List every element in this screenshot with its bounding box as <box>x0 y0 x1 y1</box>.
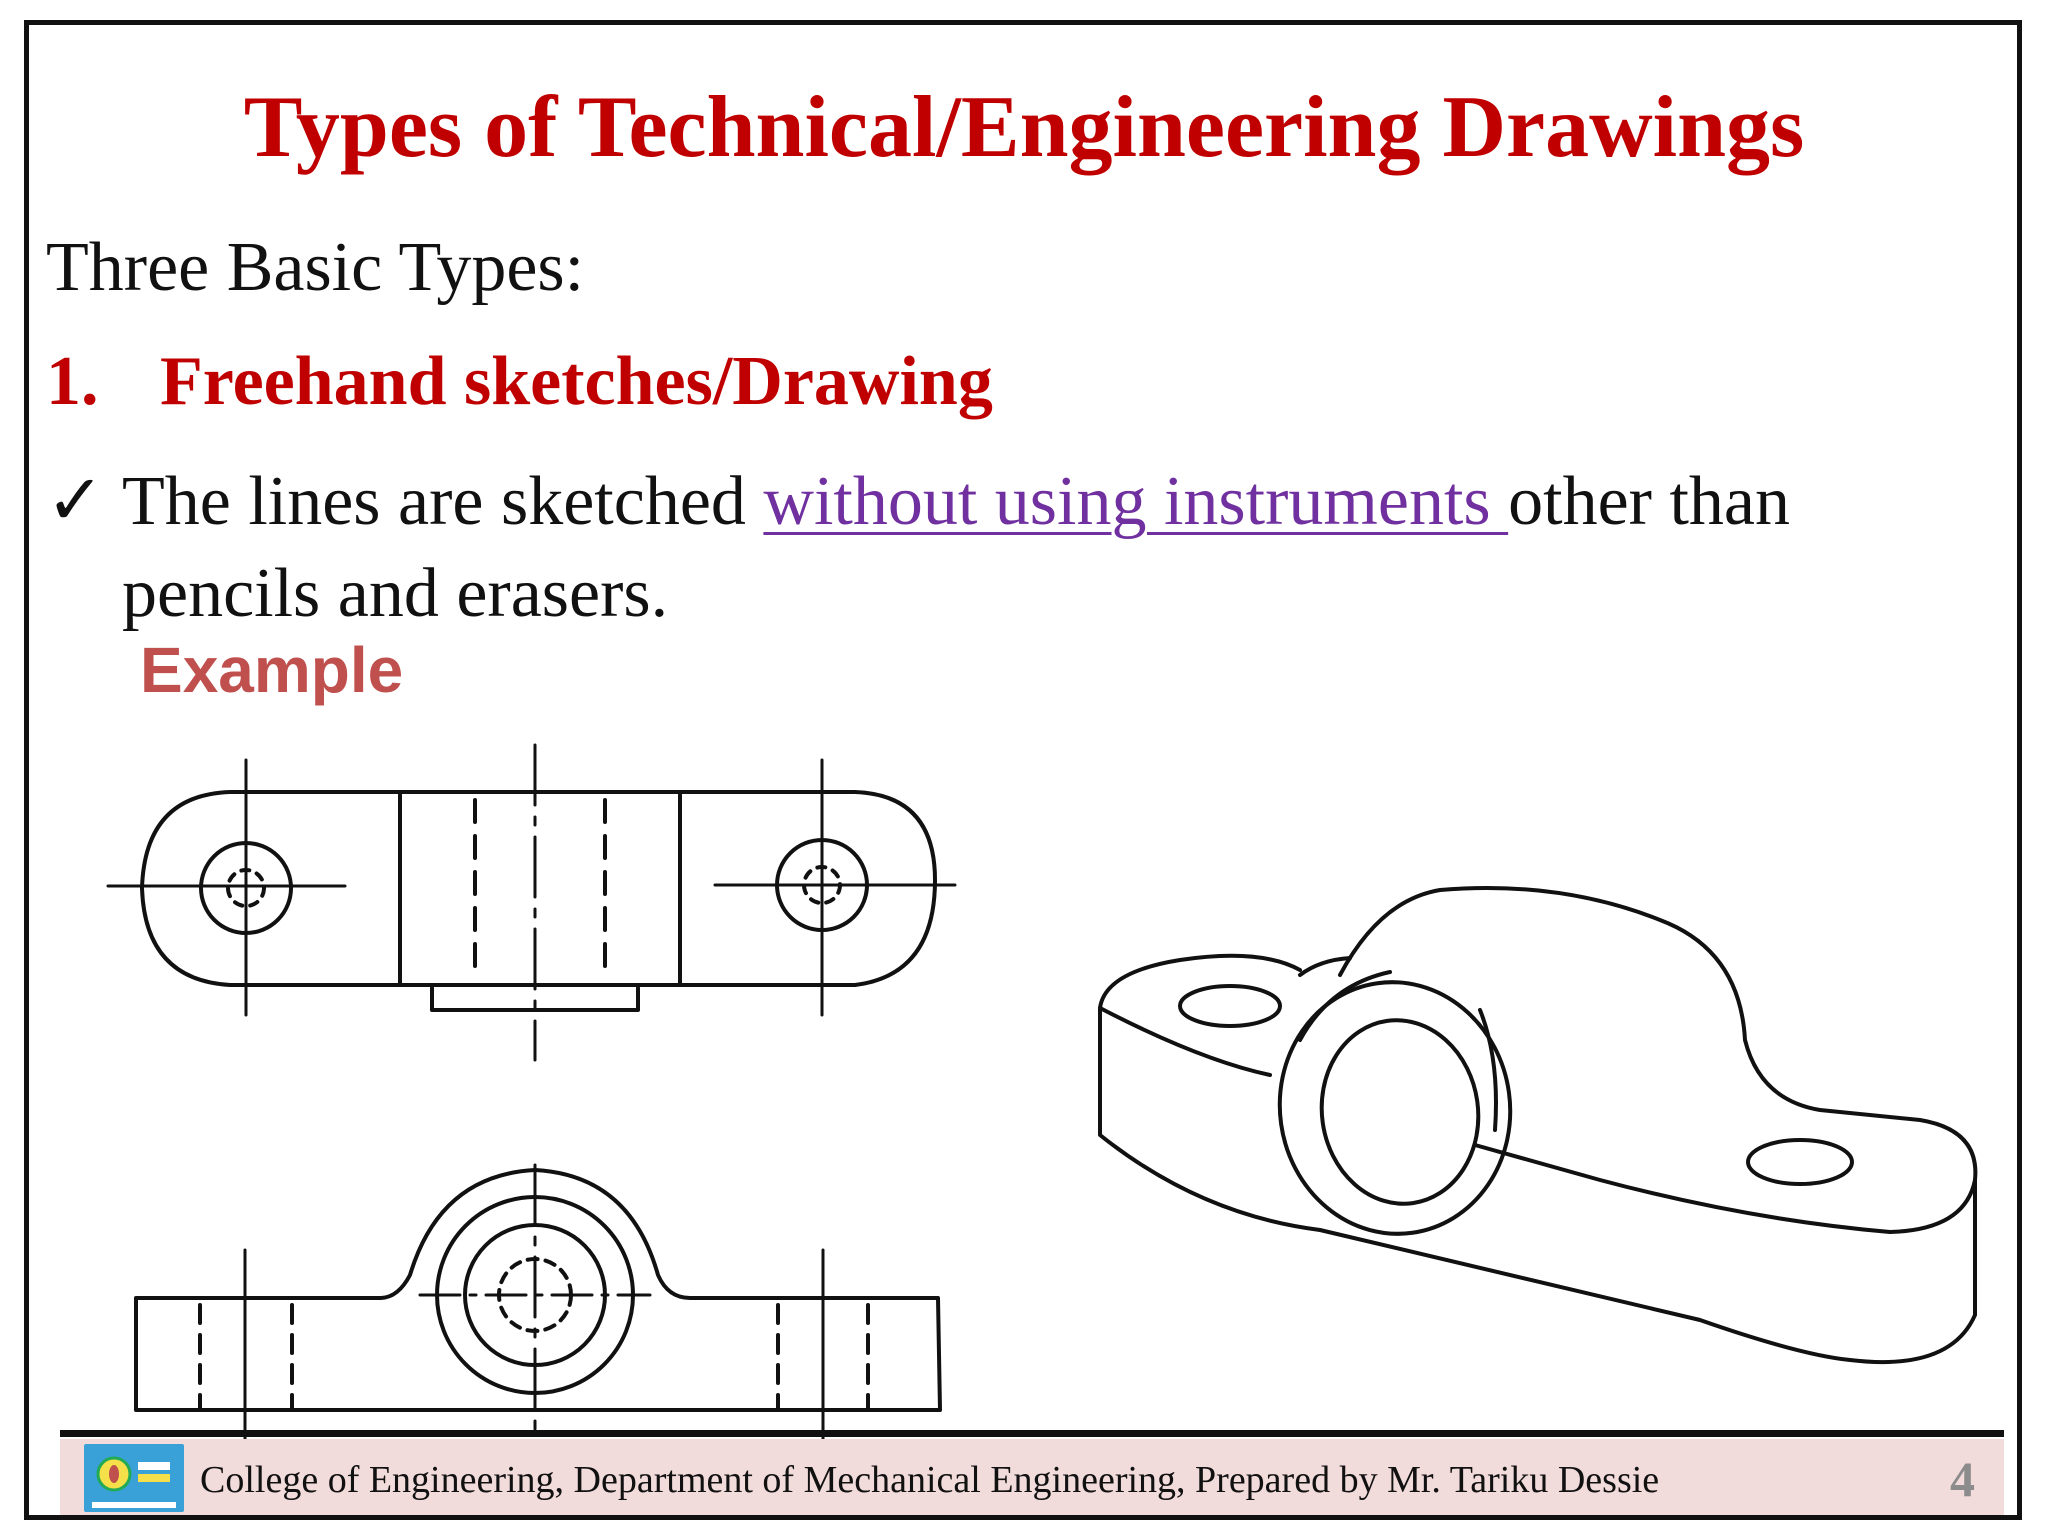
check-mark-icon: ✓ <box>46 463 105 540</box>
example-label: Example <box>140 634 404 706</box>
footer-divider <box>60 1430 2004 1437</box>
bullet-text-start: The lines are sketched <box>122 463 764 540</box>
bullet-text-end: other than pencils and erasers. <box>122 463 1790 632</box>
slide-title: Types of Technical/Engineering Drawings <box>243 79 1805 176</box>
slide-subtitle: Three Basic Types: <box>46 229 585 306</box>
page-number: 4 <box>1950 1451 1975 1507</box>
university-logo-icon <box>84 1444 184 1512</box>
instruments-link[interactable]: without using instruments <box>763 463 1509 540</box>
item-heading-text: Freehand sketches/Drawing <box>160 343 993 420</box>
footer-text: College of Engineering, Department of Mechanical Engineering, Prepared by Mr. Tariku Dessie <box>200 1459 1660 1501</box>
top-view-sketch <box>108 745 955 1060</box>
front-view-sketch <box>136 1165 940 1455</box>
isometric-sketch <box>1100 888 1975 1362</box>
item-number: 1. <box>46 343 99 420</box>
